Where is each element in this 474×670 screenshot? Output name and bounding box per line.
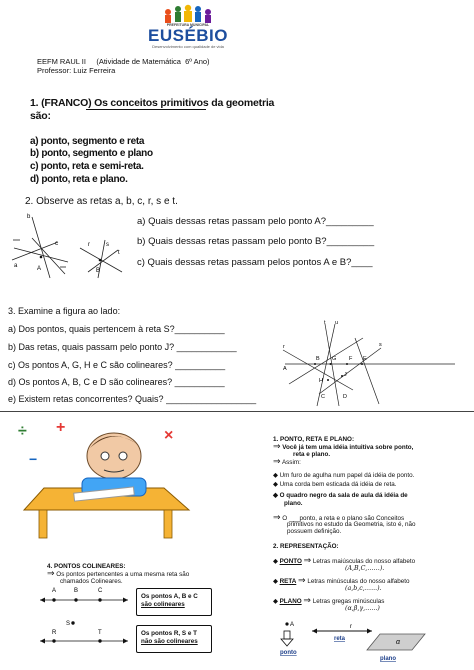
- rep-ponto-desc: Letras maiúsculas do nosso alfabeto: [312, 558, 416, 565]
- svg-text:÷: ÷: [18, 423, 27, 440]
- bullet-primitivos-c: possuem definição.: [287, 528, 342, 535]
- q1-underline: [86, 109, 206, 110]
- q3-label-G: G: [332, 356, 337, 362]
- diamond-bullet-icon: ◆: [273, 598, 278, 605]
- bullet-primitivos-text: O ___ponto, a reta e o plano são Conceitos: [282, 515, 405, 522]
- col-label-R: R: [52, 630, 57, 636]
- q3-label-E: E: [363, 356, 367, 362]
- q3-item-a[interactable]: a) Dos pontos, quais pertencem à reta S?__________: [8, 324, 225, 334]
- implies-icon: ⇒: [273, 512, 281, 522]
- q1-prompt: 1. (FRANCO) Os conceitos primitivos da geometria: [30, 97, 275, 109]
- q2-prompt: 2. Observe as retas a, b, c, r, s e t.: [25, 196, 178, 207]
- rep-reta-desc: Letras minúsculas do nosso alfabeto: [307, 578, 410, 585]
- fig-ponto-label: ponto: [280, 650, 297, 656]
- colineares-title: 4. PONTOS COLINEARES:: [47, 563, 126, 570]
- diamond-bullet-icon: ◆: [273, 472, 278, 479]
- q1-prompt-cont: são:: [30, 110, 51, 122]
- q2-lines-figure: [10, 210, 140, 280]
- q3-item-c[interactable]: c) Os pontos A, G, H e C são colineares? __________: [8, 360, 226, 370]
- svg-text:+: +: [56, 419, 66, 436]
- school-line: EEFM RAUL II (Atividade de Matemática 6º Ano): [37, 57, 210, 66]
- non-collinear-box-text-b: não são colineares: [141, 637, 198, 645]
- q1-option-b[interactable]: b) ponto, segmento e plano: [30, 148, 153, 159]
- non-collinear-box-text-a: Os pontos R, S e T: [141, 630, 197, 637]
- q2-label-a: a: [14, 263, 18, 269]
- q3-item-b[interactable]: b) Das retas, quais passam pelo ponto J? ____________: [8, 342, 237, 352]
- rep-reta-term: RETA: [279, 578, 297, 585]
- bullet-reta-text: Uma corda bem esticada dá idéia de reta.: [279, 481, 397, 488]
- fig-alpha-label: α: [396, 639, 400, 646]
- q3-prompt: 3. Examine a figura ao lado:: [8, 306, 121, 316]
- rep-ponto-term: PONTO: [279, 558, 302, 565]
- arrow-down-icon: [281, 631, 293, 646]
- bullet-plano: [273, 492, 408, 500]
- q3-label-C: C: [321, 394, 325, 400]
- bullet-plano-text: O quadro negro da sala de aula dá idéia de: [279, 492, 408, 499]
- bullet-primitivos-b: primitivos no estudo da Geometria, isto é, não: [287, 521, 416, 528]
- panel-intro-text-a: Você já tem uma idéia intuitiva sobre ponto,: [282, 444, 414, 451]
- implies-icon: ⇒: [273, 456, 281, 466]
- q2-label-b: b: [27, 214, 31, 220]
- diamond-bullet-icon: ◆: [273, 481, 278, 488]
- implies-icon: ⇒: [47, 568, 55, 578]
- logo-name: EUSÉBIO: [147, 26, 229, 45]
- col-label-T: T: [98, 630, 102, 636]
- q3-label-F: F: [349, 356, 353, 362]
- q1-option-d[interactable]: d) ponto, reta e plano.: [30, 174, 128, 185]
- bullet-ponto-text: Um furo de agulha num papel dá idéia de ponto.: [279, 472, 415, 479]
- school-logo: [128, 2, 248, 50]
- diamond-bullet-icon: ◆: [273, 578, 278, 585]
- diamond-bullet-icon: ◆: [273, 492, 278, 499]
- fig-r-label: r: [350, 624, 352, 630]
- representation-figure: [270, 616, 470, 666]
- bullet-reta: [273, 481, 397, 489]
- rep-plano-desc: Letras gregas minúsculas: [312, 598, 385, 605]
- rep-plano-term: PLANO: [279, 598, 302, 605]
- q2-label-r: r: [88, 242, 90, 248]
- logo-tagline: Desenvolvimento com qualidade de vida: [152, 44, 224, 49]
- rep-plano-ex: (α,β,γ,…...): [345, 605, 380, 612]
- col-label-B: B: [74, 588, 79, 594]
- rep-ponto-ex: (A,B,C,……).: [345, 565, 385, 572]
- q3-label-J: J: [344, 372, 347, 378]
- q1-option-a[interactable]: a) ponto, segmento e reta: [30, 136, 145, 147]
- colineares-desc-b: chamados Colineares.: [60, 578, 123, 585]
- svg-text:×: ×: [164, 427, 174, 444]
- q2-label-t: t: [118, 250, 120, 256]
- implies-icon: ⇒: [298, 575, 306, 585]
- q2-label-B: B: [96, 268, 101, 274]
- non-collinear-box: [136, 625, 212, 653]
- q2-item-a[interactable]: a) Quais dessas retas passam pelo ponto A?_________: [137, 216, 374, 227]
- collinear-figure: [40, 585, 135, 665]
- teacher-line: Professor: Luiz Ferreira: [37, 66, 116, 75]
- rep-title: 2. REPRESENTAÇÃO:: [273, 543, 339, 550]
- q2-label-s: s: [106, 242, 109, 248]
- section-divider: [0, 411, 474, 412]
- q3-label-D: D: [343, 394, 347, 400]
- diamond-bullet-icon: ◆: [273, 558, 278, 565]
- panel-assim: [273, 458, 301, 467]
- q3-label-t: t: [324, 320, 326, 326]
- fig-reta-label: reta: [334, 636, 346, 642]
- logo-top-text: PREFEITURA MUNICIPAL: [166, 23, 210, 27]
- student-cartoon-icon: [4, 418, 214, 543]
- implies-icon: ⇒: [273, 441, 281, 451]
- q3-lines-figure: [283, 318, 463, 413]
- q3-label-u: u: [335, 320, 339, 326]
- bullet-plano-cont: plano.: [284, 500, 303, 507]
- q3-label-B: B: [316, 356, 320, 362]
- q1-option-c[interactable]: c) ponto, reta e semi-reta.: [30, 161, 144, 172]
- fig-plano-label: plano: [380, 656, 396, 662]
- panel-title-text: 1. PONTO, RETA E PLANO:: [273, 436, 355, 443]
- q2-item-b[interactable]: b) Quais dessas retas passam pelo ponto B?_________: [137, 236, 375, 247]
- q2-item-c[interactable]: c) Quais dessas retas passam pelos pontos A e B?____: [137, 257, 373, 268]
- q3-label-s: s: [379, 342, 382, 348]
- svg-text:−: −: [29, 451, 38, 467]
- collinear-box-text-a: Os pontos A, B e C: [141, 593, 198, 600]
- rep-reta-ex: (a,b,c,…...).: [345, 585, 382, 592]
- col-label-A: A: [52, 588, 57, 594]
- bullet-ponto: [273, 472, 414, 480]
- q3-label-A: A: [283, 366, 287, 372]
- q3-item-d[interactable]: d) Os pontos A, B, C e D são colineares? __________: [8, 377, 225, 387]
- panel-assim-text: Assim:: [281, 459, 301, 466]
- implies-icon: ⇒: [303, 555, 312, 565]
- col-label-S: S: [66, 621, 71, 627]
- col-label-C: C: [98, 588, 103, 594]
- fig-A-label: A: [290, 622, 295, 628]
- implies-icon: ⇒: [303, 595, 311, 605]
- q3-label-r: r: [283, 344, 285, 350]
- q3-label-H: H: [319, 378, 323, 384]
- q2-label-c: c: [55, 241, 58, 247]
- colineares-desc-a: Os pontos pertencentes a uma mesma reta são: [56, 571, 190, 578]
- q2-label-A: A: [37, 266, 42, 272]
- panel-intro-text-b: reta e plano.: [293, 451, 331, 458]
- rep-reta: [273, 577, 410, 586]
- collinear-box-text-b: são colineares: [141, 600, 185, 608]
- q3-item-e[interactable]: e) Existem retas concorrentes? Quais? __________________: [8, 394, 257, 404]
- collinear-box: [136, 588, 212, 616]
